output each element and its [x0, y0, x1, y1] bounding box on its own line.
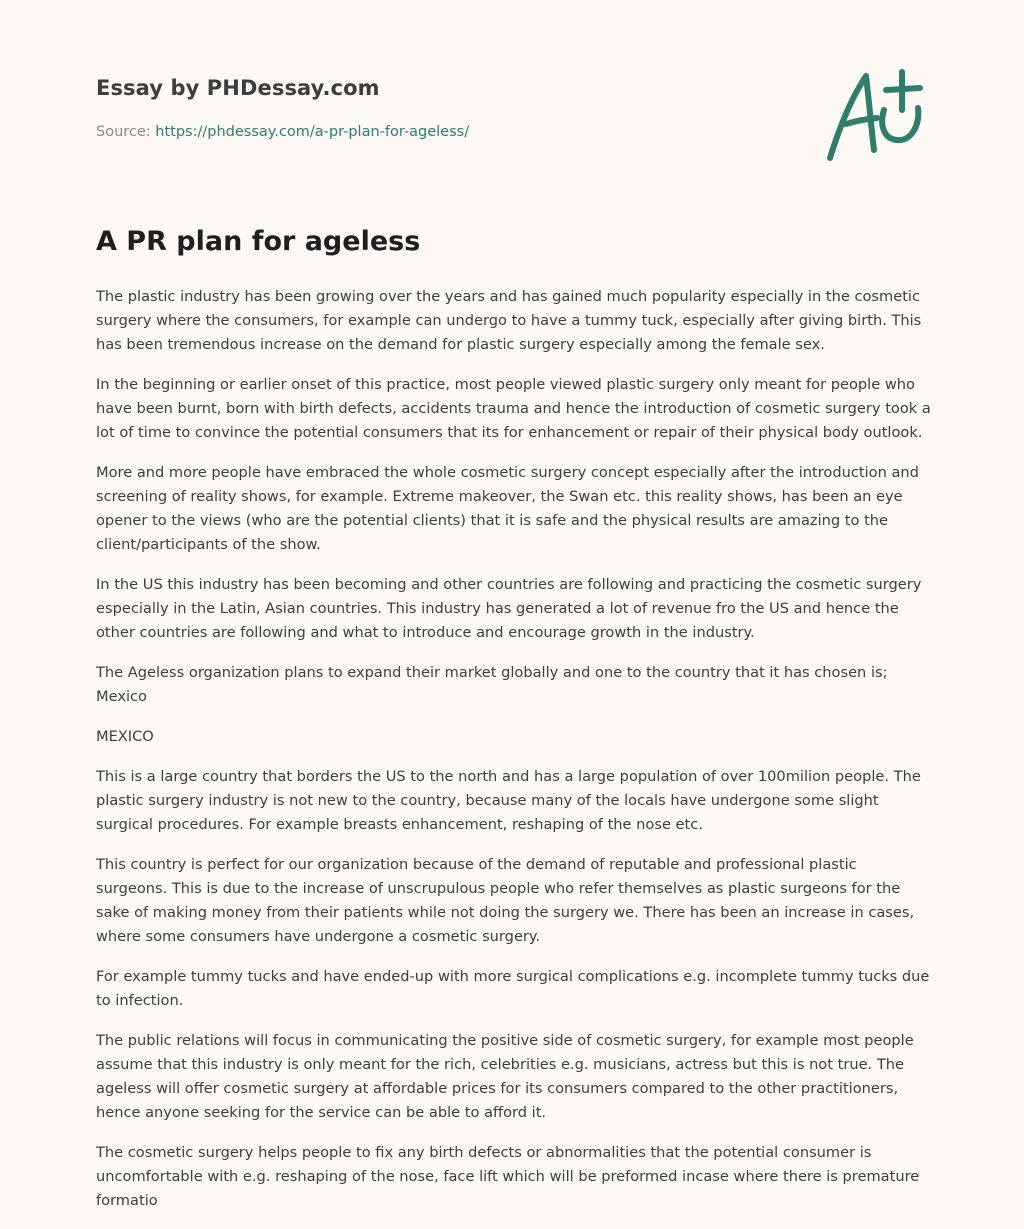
source-link[interactable]: https://phdessay.com/a-pr-plan-for-ageless/ [155, 124, 470, 140]
paragraph: The plastic industry has been growing over the years and has gained much popularity especially in the cosmetic surgery where the consumers, for example can undergo to have a tummy tuck, especially after giving birth. This has been tremendous increase on the demand for plastic surgery especially among the female sex. [96, 288, 922, 353]
header-brand: Essay by PHDessay.com [96, 76, 380, 100]
page-title: A PR plan for ageless [96, 226, 421, 257]
paragraph: The cosmetic surgery helps people to fix any birth defects or abnormalities that the potential consumer is uncomfortable with e.g. reshaping of the nose, face lift which will be preformed incase where there is premature formatio [96, 1144, 920, 1209]
paragraph: In the beginning or earlier onset of this practice, most people viewed plastic surgery only meant for people who have been burnt, born with birth defects, accidents trauma and hence the introduction of cosmetic surgery took a lot of time to convince the potential consumers that its for enhancement or repair of their physical body outlook. [96, 376, 931, 441]
a-plus-grade-icon [822, 66, 926, 166]
paragraph: The public relations will focus in communicating the positive side of cosmetic surgery, for example most people assume that this industry is only meant for the rich, celebrities e.g. musicians, actress but this is not true. The ageless will offer cosmetic surgery at affordable prices for its consumers compared to the other practitioners, hence anyone seeking for the service can be able to afford it. [96, 1032, 914, 1121]
paragraph: The Ageless organization plans to expand their market globally and one to the country that it has chosen is; Mexico [96, 664, 888, 705]
paragraph: For example tummy tucks and have ended-up with more surgical complications e.g. incomplete tummy tucks due to infection. [96, 968, 930, 1009]
section-heading-mexico: MEXICO [96, 728, 154, 745]
header-source [96, 124, 469, 140]
paragraph: This is a large country that borders the US to the north and has a large population of over 100milion people. The plastic surgery industry is not new to the country, because many of the locals have undergone some slight surgical procedures. For example breasts enhancement, reshaping of the nose etc. [96, 768, 921, 833]
paragraph: In the US this industry has been becoming and other countries are following and practicing the cosmetic surgery especially in the Latin, Asian countries. This industry has generated a lot of revenue fro the US and hence the other countries are following and what to introduce and encourage growth in the industry. [96, 576, 922, 641]
source-label: Source: [96, 124, 151, 140]
article-body [96, 285, 932, 1229]
paragraph: More and more people have embraced the whole cosmetic surgery concept especially after the introduction and screening of reality shows, for example. Extreme makeover, the Swan etc. this reality shows, has been an eye opener to the views (who are the potential clients) that it is safe and the physical results are amazing to the client/participants of the show. [96, 464, 919, 553]
paragraph: This country is perfect for our organization because of the demand of reputable and professional plastic surgeons. This is due to the increase of unscrupulous people who refer themselves as plastic surgeons for the sake of making money from their patients while not doing the surgery we. There has been an increase in cases, where some consumers have undergone a cosmetic surgery. [96, 856, 915, 945]
